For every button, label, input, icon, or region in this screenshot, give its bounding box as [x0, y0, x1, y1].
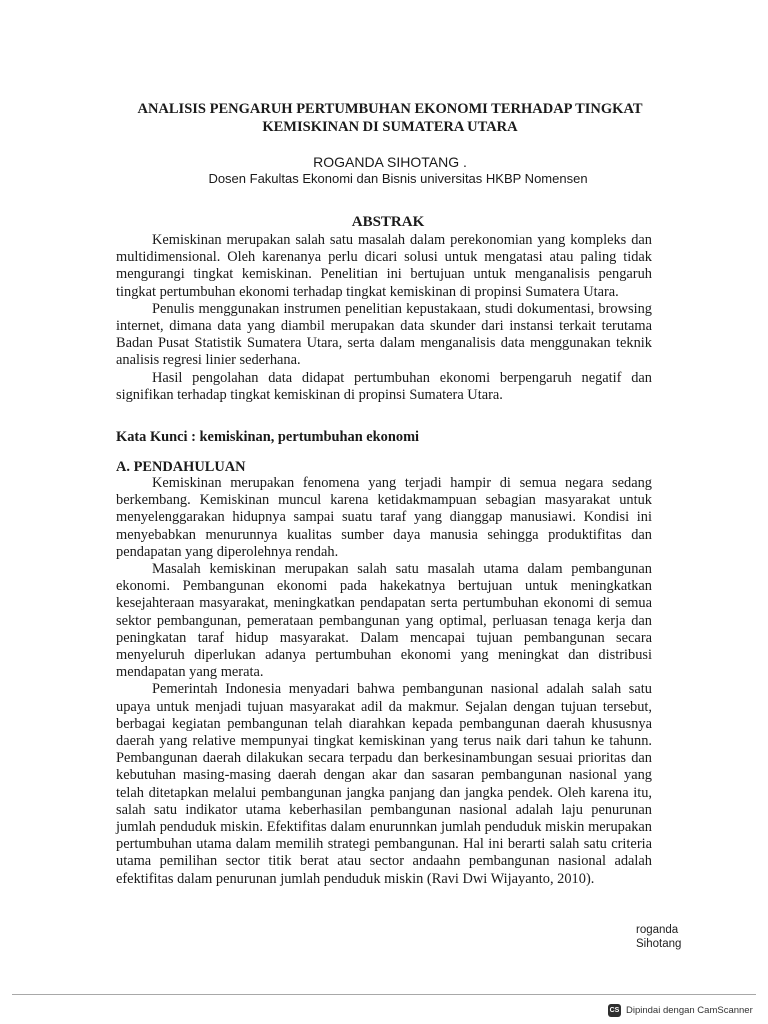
author-affiliation: Dosen Fakultas Ekonomi dan Bisnis universitas HKBP Nomensen: [208, 171, 588, 186]
footer-divider: [12, 994, 756, 995]
introduction-body: [116, 475, 652, 888]
camscanner-logo-icon: CS: [608, 1004, 621, 1017]
abstract-heading: ABSTRAK: [351, 214, 425, 230]
intro-paragraph: Pemerintah Indonesia menyadari bahwa pembangunan nasional adalah salah satu upaya untuk menjadi tujuan masyarakat adil da makmur. Sejalan dengan tujuan tersebut, berbagai kegiatan pembangunan telah diarahkan kepada pembangunan daerah khususnya daerah yang relative mempunyai tingkat kemiskinan yang terus naik dari tahun ke tahunn. Pembangunan daerah dilakukan secara terpadu dan berkesinambungan sesuai prioritas dan kebutuhan masing-masing daerah dengan akar dan sasaran pembangunan nasional yang telah ditetapkan melalui pembangunan jangka panjang dan jangka pendek. Oleh karena itu, salah satu indikator utama keberhasilan pembangunan nasional adalah laju penurunan jumlah penduduk miskin. Efektifitas dalam enurunnkan jumlah penduduk miskin merupakan pertumbuhan utama dalam memilih strategi pembangunan. Hal ini berarti salah satu criteria utama pemilihan sector titik berat atau sector andaahn pembangunan nasional adalah efektifitas dalam penurunan jumlah penduduk miskin (Ravi Dwi Wijayanto, 2010).: [116, 681, 652, 887]
abstract-body: [116, 232, 652, 404]
keywords: Kata Kunci : kemiskinan, pertumbuhan ekonomi: [116, 429, 420, 445]
signature-line-1: roganda: [636, 924, 679, 936]
signature-line-2: Sihotang: [636, 938, 682, 950]
signature: [636, 923, 726, 951]
scanner-text: Dipindai dengan CamScanner: [626, 1004, 753, 1016]
abstract-paragraph: Hasil pengolahan data didapat pertumbuhan ekonomi berpengaruh negatif dan signifikan terhadap tingkat kemiskinan di propinsi Sumatera Utara.: [116, 369, 652, 403]
paper-title: [100, 100, 680, 136]
title-line-1: ANALISIS PENGARUH PERTUMBUHAN EKONOMI TERHADAP TINGKAT: [137, 101, 643, 117]
section-heading: A. PENDAHULUAN: [116, 459, 246, 475]
intro-paragraph: Kemiskinan merupakan fenomena yang terjadi hampir di semua negara sedang berkembang. Kemiskinan muncul karena ketidakmampuan sebagian masyarakat untuk menyelenggarakan hidupnya sampai suatu taraf yang dianggap manusiawi. Kondisi ini menyebabkan menurunnya kualitas sumber daya manusia sehingga produktifitas dan pendapatan yang diperolehnya rendah.: [116, 475, 652, 560]
abstract-paragraph: Penulis menggunakan instrumen penelitian kepustakaan, studi dokumentasi, browsing internet, dimana data yang diambil merupakan data skunder dari instansi terkait terutama Badan Pusat Statistik Sumatera Utara, serta dalam menganalisis data menggunakan teknik analisis regresi linier sederhana.: [116, 300, 652, 369]
author-name: ROGANDA SIHOTANG .: [313, 154, 467, 170]
intro-paragraph: Masalah kemiskinan merupakan salah satu masalah utama dalam pembangunan ekonomi. Pembangunan ekonomi pada hakekatnya bertujuan untuk meningkatkan kesejahteraan masyarakat, meningkatkan pendapatan serta pertumbuhan ekonomi di semua sektor pembangunan, pemerataan pembangunan yang optimal, perluasan tenaga kerja dan peningkatan taraf hidup masyarakat. Dalam mencapai tujuan pembangunan secara menyeluruh diperlukan adanya pertumbuhan ekonomi yang meningkat dan distribusi mendapatan yang merata.: [116, 561, 652, 681]
abstract-paragraph: Kemiskinan merupakan salah satu masalah dalam perekonomian yang kompleks dan multidimensional. Oleh karenanya perlu dicari solusi untuk mengatasi atau paling tidak mengurangi tingkat kemiskinan. Penelitian ini bertujuan untuk menganalisis pengaruh tingkat pertumbuhan ekonomi terhadap tingkat kemiskinan di propinsi Sumatera Utara.: [116, 232, 652, 300]
scanner-watermark: [608, 1003, 753, 1017]
title-line-2: KEMISKINAN DI SUMATERA UTARA: [262, 119, 518, 135]
